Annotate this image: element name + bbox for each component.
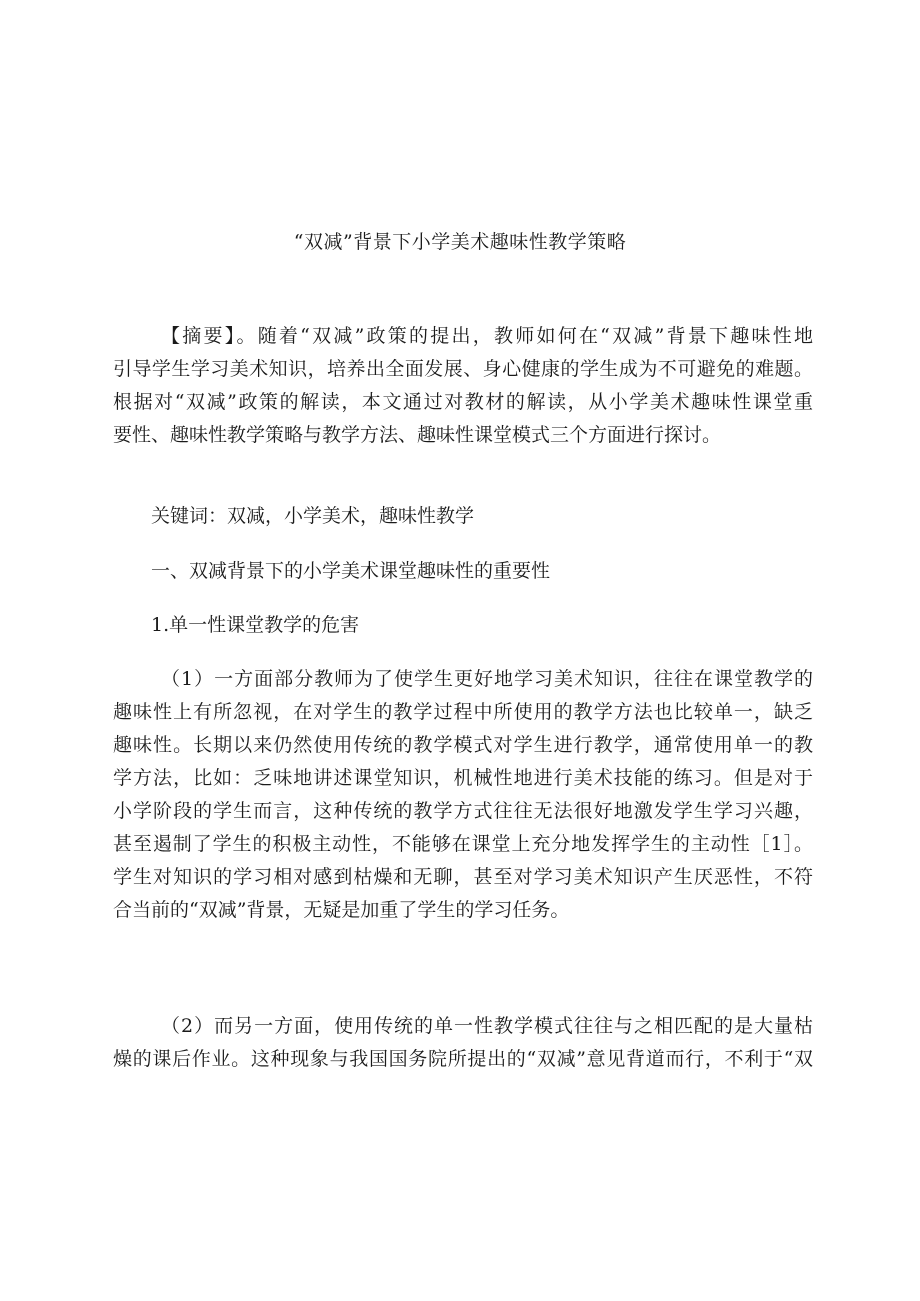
paragraph-line: 甚至遏制了学生的积极主动性，不能够在课堂上充分地发挥学生的主动性［1］。 — [113, 833, 813, 855]
document-title: “双减”背景下小学美术趣味性教学策略 — [293, 231, 627, 253]
keywords: 关键词：双减，小学美术，趣味性教学 — [151, 505, 475, 527]
paragraph-line: 趣味性上有所忽视，在对学生的教学过程中所使用的教学方法也比较单一，缺乏 — [113, 701, 813, 723]
body-paragraph-2 — [113, 1010, 813, 1076]
paragraph-line: 燥的课后作业。这种现象与我国国务院所提出的“双减”意见背道而行，不利于“双 — [113, 1048, 813, 1070]
paragraph-line: （2）而另一方面，使用传统的单一性教学模式往往与之相匹配的是大量枯 — [161, 1015, 813, 1037]
abstract-line: 要性、趣味性教学策略与教学方法、趣味性课堂模式三个方面进行探讨。 — [113, 424, 722, 446]
paragraph-line: 学方法，比如：乏味地讲述课堂知识，机械性地进行美术技能的练习。但是对于 — [113, 767, 813, 789]
body-paragraph-1 — [113, 663, 813, 927]
paragraph-line: 小学阶段的学生而言，这种传统的教学方式往往无法很好地激发学生学习兴趣， — [113, 800, 813, 822]
paragraph-line: 趣味性。长期以来仍然使用传统的教学模式对学生进行教学，通常使用单一的教 — [113, 734, 813, 756]
paragraph-line: 合当前的“双减”背景，无疑是加重了学生的学习任务。 — [113, 899, 570, 921]
section-heading: 一、双减背景下的小学美术课堂趣味性的重要性 — [151, 560, 551, 582]
paragraph-line: （1）一方面部分教师为了使学生更好地学习美术知识，往往在课堂教学的 — [161, 668, 813, 690]
abstract-line: 【摘要】。随着“双减”政策的提出，教师如何在“双减”背景下趣味性地 — [161, 325, 813, 347]
abstract-paragraph — [113, 320, 813, 452]
abstract-line: 根据对“双减”政策的解读，本文通过对教材的解读，从小学美术趣味性课堂重 — [113, 391, 813, 413]
paragraph-line: 学生对知识的学习相对感到枯燥和无聊，甚至对学习美术知识产生厌恶性，不符 — [113, 866, 813, 888]
abstract-line: 引导学生学习美术知识，培养出全面发展、身心健康的学生成为不可避免的难题。 — [113, 358, 813, 380]
subsection-heading: 1.单一性课堂教学的危害 — [151, 614, 360, 636]
